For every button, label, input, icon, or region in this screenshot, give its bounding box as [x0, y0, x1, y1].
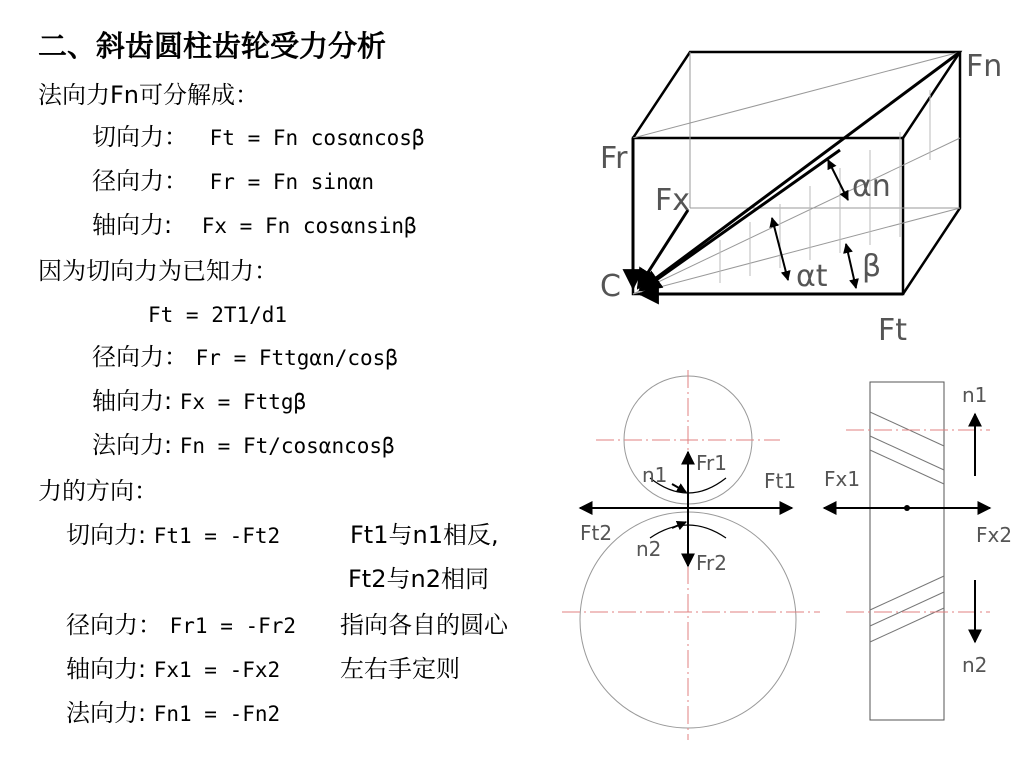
formula: Fx = Fttgβ [179, 390, 307, 414]
direction-note: 左右手定则 [340, 655, 460, 683]
formula: Fr1 = -Fr2 [169, 614, 297, 638]
page-title: 二、斜齿圆柱齿轮受力分析 [38, 29, 387, 63]
formula-label: 切向力： [92, 123, 188, 151]
diagram-label-side-n2: n2 [962, 653, 988, 677]
formula-label: 法向力: [92, 431, 173, 459]
diagram-label-fx: Fx [655, 183, 691, 218]
diagram-label-fx2: Fx2 [976, 523, 1013, 547]
fn-vector [640, 52, 960, 290]
formula: Fn1 = -Fn2 [153, 702, 281, 726]
known-formula: Ft = 2T1/d1 [148, 303, 288, 327]
direction-note: Ft1与n1相反, [350, 521, 499, 549]
formula-label: 径向力： [66, 611, 162, 639]
formula: Ft = Fn cosαncosβ [209, 126, 425, 150]
formula-label: 轴向力: [66, 655, 147, 683]
diagram-label-ft1: Ft1 [764, 469, 797, 493]
diagram-label-c: C [600, 269, 621, 304]
intro-text: 法向力Fn可分解成： [38, 81, 260, 109]
diagram-label-fr1: Fr1 [696, 451, 727, 475]
diagram-label-fx1: Fx1 [824, 467, 861, 491]
formula: Fn = Ft/cosαncosβ [179, 434, 395, 458]
formula: Fx1 = -Fx2 [153, 658, 281, 682]
formula: Fr = Fttgαn/cosβ [195, 346, 398, 370]
diagram-label-alpha-n: αn [852, 169, 891, 204]
formula-label: 法向力: [66, 699, 147, 727]
gear-pair-diagram [562, 370, 820, 740]
diagram-label-fr2: Fr2 [696, 551, 727, 575]
direction-title: 力的方向： [38, 477, 158, 505]
formula-label: 径向力： [92, 343, 188, 371]
formula-label: 径向力： [92, 167, 188, 195]
shaded-plane-hatching [720, 90, 930, 283]
diagram-label-n1: n1 [642, 463, 668, 487]
diagram-label-beta: β [862, 249, 882, 284]
diagram-label-alpha-t: αt [796, 259, 828, 294]
force-vectors [633, 52, 960, 294]
formula: Ft1 = -Ft2 [153, 524, 281, 548]
known-force-intro: 因为切向力为已知力： [38, 257, 278, 285]
gear-force-arrows [580, 452, 792, 566]
side-view-arrows [824, 414, 990, 642]
diagram-label-ft: Ft [878, 313, 908, 348]
formula: Fx = Fn cosαnsinβ [201, 214, 417, 238]
diagram-label-ft2: Ft2 [580, 521, 613, 545]
formula-label: 切向力: [66, 521, 147, 549]
diagram-label-fn: Fn [966, 49, 1003, 84]
diagram-label-fr: Fr [600, 141, 628, 176]
formula: Fr = Fn sinαn [209, 170, 375, 194]
formula-label: 轴向力: [92, 211, 173, 239]
direction-note: Ft2与n2相同 [348, 565, 489, 593]
diagram-label-n2: n2 [636, 537, 662, 561]
diagram-label-side-n1: n1 [962, 383, 988, 407]
direction-note: 指向各自的圆心 [340, 611, 508, 639]
formula-label: 轴向力: [92, 387, 173, 415]
